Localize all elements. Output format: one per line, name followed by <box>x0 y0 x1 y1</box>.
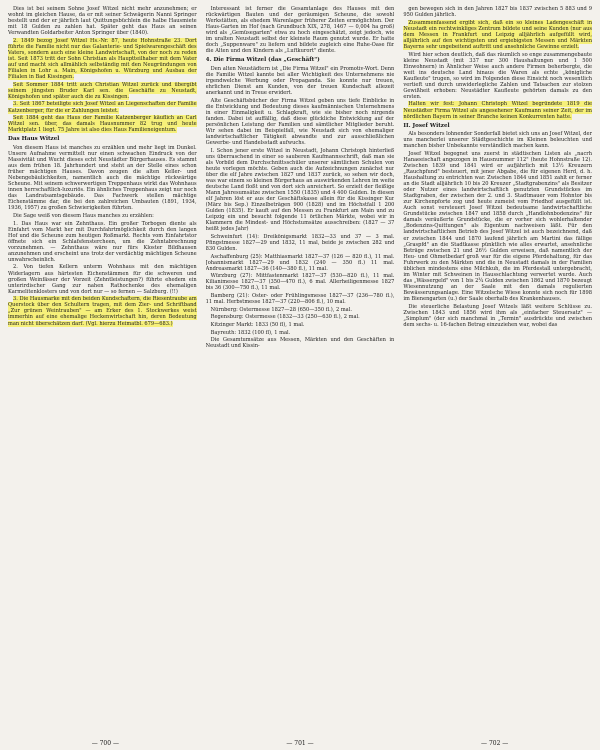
paragraph: Die steuerliche Belastung Josef Witzels läßt weitere Schlüsse zu. Zwischen 1843 und 1856 wird ihm als „einfacher Steuersatz" — „Simplum" (der sich manchmal in „Termin" ausdrückte und zwischen dem sechs- u. 16-fachen Betrag einzuziehen war, wobei das <box>403 303 593 328</box>
paragraph: Würzburg (27): Mittfastenmarkt 1827—37 (530—820 fl.), 11 mal. Kilianimesse 1827—37 (350—470 fl.), 6 mal. Allerheiligenmesse 1827 bis 36 (300—750 fl.), 11 mal. <box>205 273 395 292</box>
section-heading: 4. Die Firma Witzel (das „Geschäft") <box>205 57 320 64</box>
paragraph: Schweinfurt (14): Dreikönigsmarkt 1832—33 und 37 — 3 mal. Pfingstmesse 1827—29 und 1832, 11 mal, beide je zwischen 282 und 830 Gulden. <box>205 233 395 253</box>
column-page-701 <box>206 6 395 736</box>
section-heading: II. Josef Witzel <box>403 122 450 129</box>
paragraph: Josef Witzel begegnet uns zuerst in städtischen Listen als „nacrh Hanaeeischaft angezogen in Hausnummer 112" (heute Hohnstraße 12). Zwischen 1839 und 1841 wird er aufjährlich mit 13½ Kreuzern „Rauchpfund" besteuert, mit jener Abgabe, die für eigenen Herd, d. h. Haushaltung zu entrichten war. Zwischen 1844 und 1851 zahlt er ferner an die Stadt alljährlich 10 bis 20 Kreuzer „Stadtgrabenzins" als Besitzer oder Nutzer eines landwirtschaftlich genutzten Grundstückes im Stadtgraben, der zwischen der 2. und 3. Stadtmauer vom Hohntor bis zur Kirchenpforte zog und heute zumeist vom Friedhof ausgefüllt ist. Auch sonst versteuert Josef Witzel bedeutsame landwirtschaftliche Grundstücke zwischen 1847 und 1858 durch „Handlohnbodenzins" für damals veräußerte Grundstücke, die er vorher sich wohlerhaltender „Bodenzins-Quittungen" als Eigentum nachweisen läßt. Für den landwirtschaftlichen Betrieb des Josef Witzel ist auch bezeichnend, daß er zwischen 1844 und 1870 laufend jährlich am Martini das fällige „Graspfd" an die Stadtkasse pünktlich wie alles erwartet, ansehnliche Beträge zwischen 21 und 26½ Gulden erweisen, daß namentlich der Heu- und Ohmetbedarf groß war für die eigene Pferdehaltung, für das Fuhrwerk zu den Märkten und die in Neustadt damals in der Familien üblichen mindestens eine Milchkuh, die im Pferdestall untergebracht, im Winter mit Schweinen in Hausschlachtung verwertet wurde. Auch das „Wässergeld" von 1 bis 2¾ Gulden zwischen 1862 und 1870 bezeugt Wiesennutzung an der Saale mit den damals regulierten Bewässerungsanlage. Eine Witzelsche Wiese konnte sich noch für 1898 im Bienengarten (u.) der Saale oberhalb des Krankenhauses. <box>403 150 593 302</box>
paragraph: 3. Die Hausmarke mit den beiden Kundschaftern, die Riesentraube am Querstock über den Schultern tragen, mit dem Zier- und Schriftband „Zur grünen Weintrauben" — am Erker des 1. Stockwerkes weist immerhin auf eine ehemalige Heckenwirtschaft hin, deren Bedeutung man nicht überschätzen darf. (Vgl. hierzu Heimatbl. 679—683.) <box>8 296 197 327</box>
paragraph: 1. Das Haus war ein Zehnthaus. Ein großer Torbogen diente als Einfahrt vom Markt her mit Durchfahrtmöglichkeit durch den langen Hof und die Scheune zum heutigen Roßmarkt. Rechts vom Einfahrtstor öffnete sich ein Schlafsfenstercheen, um die Zehntabrechnung vorzunehmen. — Zehnthaus wäre nur fürs Kloster Bildhausen anzunehmen und erscheint uns trotz der verdächtig mächtigen Scheune unwahrscheinlich. <box>8 220 197 263</box>
column-page-700 <box>8 6 197 736</box>
paragraph: 2. Von tiefen Kellern unterm Wohnhaus mit den mächtigen Widerlagern aus härtesten Eichenstämmen für die schweren und großen Weinfässer der Vorzeit (Zehntleistungen?) führte ehedem ein unterirdischer Gang zur nahen Rathochenke des ehemaligen Karmelitenklosters und von dort nur — so fernen — Salzburg. (!!) <box>8 264 197 295</box>
paragraph: Kitzinger Markt: 1833 (50 fl), 1 mal. <box>210 322 305 329</box>
paragraph: Die Gesamtumsätze aus Messen, Märkten und den Geschäften in Neustadt und Kissin- <box>205 337 395 350</box>
paragraph: Nürnberg: Ostermesse 1827—28 (650—350 fl.), 2 mal. <box>210 306 352 313</box>
paragraph: Dies ist bei seinem Sohne Josef Witzel nicht mehr anzunehmen; er wohnt im gleichen Hause, da er mit seiner Schwägerin Nanni Springer bestellt und der er jährlich laut Quittungsbüchlein die halbe Hausmiete mit 18 Gulden zu zahlen hat. Später geht das Haus an seinen Verwandten Goldarbeiter Anton Springer über (1840). <box>8 6 197 37</box>
paragraph: Von diesem Haus ist manches zu erzählen und mehr liegt im Dunkel. Unsere Aufnahme vermittelt nur einen schwachen Eindruck von der Massivität und Wucht dieses echt Neustädter Bürgerhauses. Es stammt aus dem frühen 18. Jahrhundert und steht an der Stelle eines schon früher mächtigen Hauses. Davon zeugen die alten Keller- und Nebengebäulichkeiten, namentlich auch die mächtige rückwärtige Scheune. Mit seinem schwerwertigen Treppenhaus wirkt das Wohnhaus innen herrschaftlich-luxuriös. Ein ähnliches Treppenhaus zeigt nur noch das Landratsamtsgebäude. Das Fachwerk stellen mächtige Eichenstämme dar, die bei den zahlreichen Umbauten (1891, 1934, 1936, 1957) zu großen Schwierigkeiten führten. <box>8 144 197 212</box>
page-number-700: — 700 — <box>91 739 119 747</box>
page-number-701: — 701 — <box>286 739 314 747</box>
page-number-702: — 702 — <box>481 739 509 747</box>
paragraph: Zusammenfassend ergibt sich, daß ein so kleines Ladengeschäft in Neustadt ein rechtwinkliges Zentrum bildete und seine Kunden (nur aus dem Messen in Frankfurt und Leipzig alljährlich aufgefüllt wird, alljährlich auf den wichtigsten und ergiebigsten Messen und Märkten Bayerns sehr ungebeitend auftritt und ansehnliche Gewinne erzielt. <box>403 19 593 50</box>
paragraph: I. Schon jener erste Witzel in Neustadt, Johann Christoph hinterließ uns überraschend in einer so sauberen Kaufmannsschrift, daß man sie als Vorbild dem Durchschnittsschüler unserer sämtlichen Schulen von heute vorlegen möchte. Geben auch die Aufzeichnungen zunächst nur über die elf Jahre zwischen 1827 und 1837 zurück, so sehen wir doch, was war einem so kleinen Bürgerhaus an auswirkenden Lehren im weite deutsche Land floßt und von dort sich anreichert. So erzielt der fleißige Mann Jahresumsätze zwischen 1550 (1835) und 4 400 Gulden. In diesen elf Jahren löst er aus der Geschäftskasse allein für die Kissinger Kur (März bis Sep.) Einzelbeträgen 900 (1828) und im Höchstfall 1 200 Gulden (1835). Er kauft auf den Messen zu Frankfurt am Main und zu Leipzig ein und besucht folgende 11 örtlichen Märkte, wobei wir in Klammern die Mindest- und Höchstumsätze ausschreiben: (1827 — 37 heißt jedes Jahr) <box>205 147 395 233</box>
paragraph: Interessant ist ferner die Gesamtanlage des Hauses mit den rückwärtigen Bauten und der geräumigen Scheune, die sowohl Werkstätten, als ehedem Warenlager früherer Zeiten ermöglichten. Der Haus-Garten im Hof (nach Grundbuch XIX, 278, 1467 — 0,004 ha groß) wird als „Gemüsegarten" etwa zu hoch eingeschätzt, zeigt jedoch, wie im uralten Neustadt selbst der kleinste Raum genutzt wurde. Er hatte doch „Suppenware" zu liefern und bildete zugleich eine Ruhe-Oase für die Alten und den Kindern als „Luftkurort" diente. <box>205 6 395 55</box>
paragraph: Den alten Neustädtern ist „Die Firma Witzel" ein Promotiv-Wort. Denn die Familie Witzel kannte bei aller Wichtigkeit des Unternehmens nie irgendwelche Werbung oder Propaganda. Sie konnte nur treuen, ehrlichen Dienst am Kunden, von der treuen Kundschaft allezeit anerkannt und in Treue erwidert. <box>205 65 395 97</box>
paragraph: Alte Geschäftsbücher der Firma Witzel geben uns tiefe Einblicke in die Entwicklung und Bedeutung dieses kaufmännischen Unternehmens in einer Einmaligkeit u. Schlagkraft, wie sie bisher noch nirgends fanden. Dabei ist auffällig, daß diese glückliche Entwicklung auf der persönlichen Leistung der Familien und sämtlicher Mitglieder beruht. Wir sehen dabei im Beispielfall, wie Neustadt sich von ehemaliger landwirtschaftlicher Tätigkeit abwandte und zur ausschließlichen Gewerbe- und Handelsstadt aufwuchs. <box>205 97 395 147</box>
paragraph: 2. 1849 bezog Josef Witzel Hs.-Nr. 87, heute Hohnstraße 23. Dort führte die Familie nicht nur das Galanterie- und Spielwarengeschäft des Vaters, sondern auch eine kleine Landwirtschaft, von der noch zu reden ist. Seit 1873 tritt der Sohn Christian als Hauptteilhaber mit dem Vater auf und macht sich allmählich selbständig mit den Neugründungen von Filialen in Lohr a. Main, Königshofen u. Würzburg und Ausbau der Filialen in Bad Kissingen. <box>8 37 197 81</box>
column-page-702 <box>403 6 592 736</box>
paragraph: Als besonders lohnender Sonderfall bietet sich uns an Josef Witzel, der uns mancherlei unserer Städtgeschichte im Kleinen beleuchten und manchen bisher Unbekannte verständlich machen kann. <box>403 131 593 150</box>
text-columns <box>8 6 592 736</box>
paragraph: Seit 1884 geht das Haus der Familie Katzenberger käuflich an Carl Witzel sen. über, das damals Hausnummer 82 trug und heute Marktplatz 1 liegt. 75 Jahre ist also dies Haus Familieneigentum. <box>8 115 197 134</box>
section-heading: Das Haus Witzel <box>8 136 60 143</box>
paragraph: Die Sage weiß von diesem Haus manches zu erzählen: <box>13 212 154 219</box>
paragraph: Bayreuth: 1832 (100 fl), 1 mal. <box>210 329 291 336</box>
paragraph: Seit Sommer 1884 tritt auch Christian Witzel zurück und übergibt seinem jüngsten Bruder Karl sen. die Geschäfte zu Neustadt, Königshofen und später auch die zu Kissingen. <box>8 81 197 100</box>
page-numbers <box>8 736 592 750</box>
paragraph: Halten wir fest: Johann Christoph Witzel begründete 1819 die Neustädter Firma Witzel als angesehener Kaufmann seiner Zeit, der im nördlichen Bayern in seiner Branche keinen Konkurrenten hatte. <box>403 101 593 120</box>
paragraph: Bamberg (21): Oster- oder Frühlingsmesse 1827—37 (236—780 fl.), 11 mal. Herbstmesse 1827—37 (220—806 fl.), 10 mal. <box>205 293 395 306</box>
paragraph: Regensburg: Ostermesse (1832—33 (250—630 fl.), 2 mal. <box>210 314 360 321</box>
paragraph: 3. Seit 1867 beteiligte sich Josef Witzel an Liegenschaften der Familie Katzenberger, für die er Zahlungen leistet. <box>8 101 197 114</box>
paragraph: gen bewegen sich in den Jahren 1827 bis 1837 zwischen 5 883 und 9 950 Gulden jährlich. <box>403 6 593 19</box>
paragraph: Wird hier schon deutlich, daß das räumlich so enge zusammengebaute kleine Neustadt (mit 337 nur 300 Haushaltungen und 1 500 Einwohnern) in Ähnlicher Weise auch andere Firmen beherbergte, die weit ins deutsche Land hinaus die Waren als echte „königliche Kaufleute" trugen, so wird im Folgenden diese Einsicht noch wesentlich vertieft und durch unwiderlegliche Zahlen und Tatsachen zur stolzen Gewißheit erhoben: Neustädter Kaufleute gehörten damals zu den ersten. <box>403 51 593 100</box>
paragraph: Aschaffenburg (25): Matthiasmarkt 1827—37 (126 — 820 fl.), 11 mal. Johannismarkt 1827—29 und 1832 (240 — 350 fl.) 11 mal. Andreasmarkt 1827—36 (140—380 fl.), 11 mal. <box>205 253 395 272</box>
